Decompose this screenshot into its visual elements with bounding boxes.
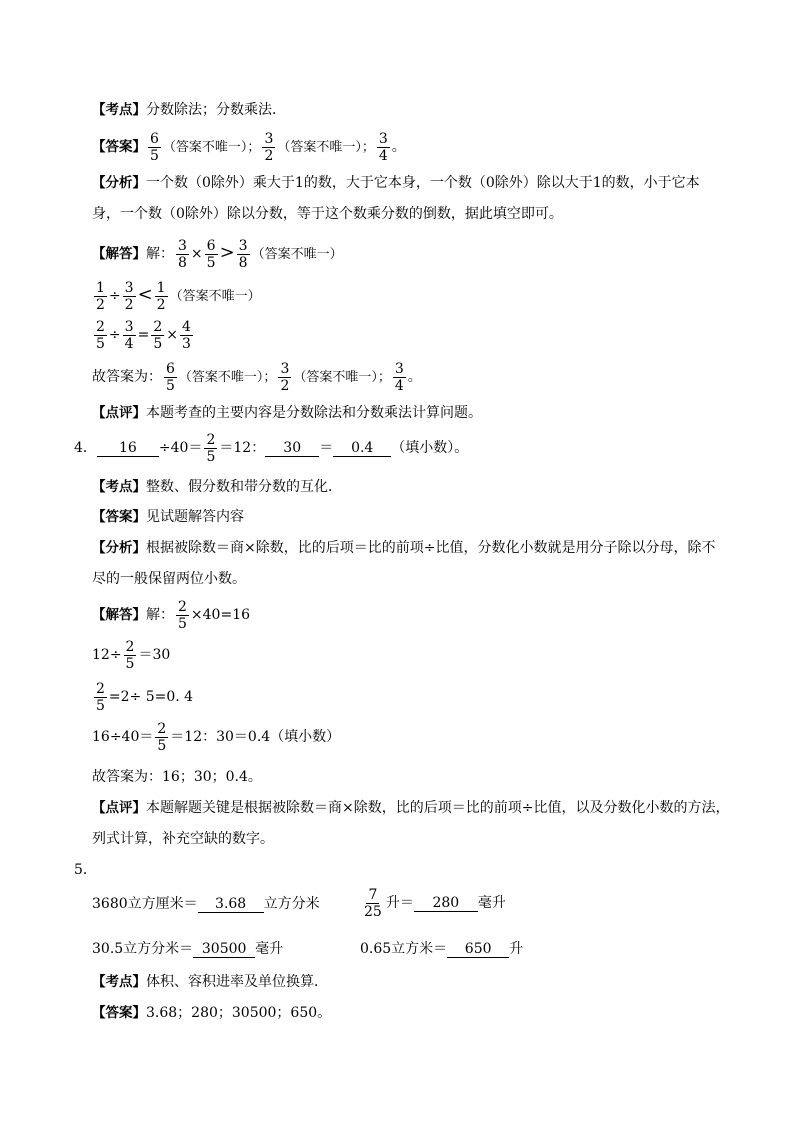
q3-dianping: 【点评】本题考查的主要内容是分数除法和分数乘法计算问题。 xyxy=(92,405,482,421)
fenxi-tag: 【分析】 xyxy=(92,175,146,191)
fraction: $\frac{6}{5}$ xyxy=(150,130,159,164)
dianping-tag: 【点评】 xyxy=(92,405,146,421)
q4-final: 故答案为：16；30；0.4。 xyxy=(92,769,262,785)
jieda-tag: 【解答】 xyxy=(92,246,146,262)
q4-stem: 4． 16 ÷40＝ $\frac{2}{5}$ ＝12： 30 ＝ 0.4 （填小数）。 xyxy=(74,431,469,465)
q4-step2: 12÷ $\frac{2}{5}$ ＝30 xyxy=(92,638,171,672)
fraction: $\frac{3}{2}$ xyxy=(264,130,274,164)
answer-blank: 650 xyxy=(447,941,509,958)
q3-kaodian: 【考点】分数除法；分数乘法． xyxy=(92,102,286,118)
q5-item-a: 3680立方厘米＝ 3.68 立方分米 xyxy=(92,896,320,912)
q3-jieda: 【解答】解： $\frac{3}{8}$ × $\frac{6}{5}$ > $\frac{3}{8}$ （答案不唯一） xyxy=(92,237,343,271)
q5-daan: 【答案】3.68；280；30500；650。 xyxy=(92,1005,332,1021)
q5-item-b: $\frac{7}{25}$ 升＝ 280 毫升 xyxy=(364,886,506,920)
answer-blank: 0.4 xyxy=(333,440,391,457)
answer-blank: 30 xyxy=(265,440,319,457)
answer-blank: 16 xyxy=(97,440,159,457)
q5-number: 5． xyxy=(74,862,97,878)
q4-daan: 【答案】见试题解答内容 xyxy=(92,509,244,525)
answer-blank: 280 xyxy=(414,895,478,912)
q3-final: 故答案为： $\frac{6}{5}$ （答案不唯一）； $\frac{3}{2}$ （答案不唯一）； $\frac{3}{4}$ 。 xyxy=(92,360,422,394)
q4-step4: 16÷40＝ $\frac{2}{5}$ ＝12：30＝0.4（填小数） xyxy=(92,720,341,754)
q3-eq3: $\frac{2}{5}$ ÷ $\frac{3}{4}$ = $\frac{2}{5}$ × $\frac{4}{3}$ xyxy=(96,318,191,352)
daan-tag: 【答案】 xyxy=(92,139,146,155)
q3-fenxi-2: 身，一个数（0除外）除以分数，等于这个数乘分数的倒数，据此填空即可。 xyxy=(92,206,563,222)
answer-blank: 30500 xyxy=(193,941,255,958)
fraction: $\frac{3}{4}$ xyxy=(378,130,388,164)
q4-fenxi-2: 尽的一般保留两位小数。 xyxy=(92,571,246,587)
q5-item-d: 0.65立方米＝ 650 升 xyxy=(360,941,524,957)
q5-item-c: 30.5立方分米＝ 30500 毫升 xyxy=(92,941,284,957)
q3-fenxi-1: 【分析】一个数（0除外）乘大于1的数，大于它本身，一个数（0除外）除以大于1的数，小于它本 xyxy=(92,175,700,191)
q4-jieda: 【解答】解： $\frac{2}{5}$ ×40=16 xyxy=(92,598,251,632)
q4-step3: $\frac{2}{5}$ =2÷ 5=0. 4 xyxy=(96,680,194,714)
q5-kaodian: 【考点】体积、容积进率及单位换算． xyxy=(92,974,328,990)
answer-blank: 3.68 xyxy=(198,896,264,913)
q3-answer: 【答案】 $\frac{6}{5}$ （答案不唯一）； $\frac{3}{2}$ （答案不唯一）； $\frac{3}{4}$ 。 xyxy=(92,130,406,164)
q4-fenxi-1: 【分析】根据被除数＝商×除数，比的后项＝比的前项÷比值，分数化小数就是用分子除以分母，除不 xyxy=(92,540,716,556)
q4-dianping-1: 【点评】本题解题关键是根据被除数＝商×除数，比的后项＝比的前项÷比值，以及分数化小数的方法， xyxy=(92,800,730,816)
q4-kaodian: 【考点】整数、假分数和带分数的互化． xyxy=(92,479,342,495)
q3-eq2: $\frac{1}{2}$ ÷ $\frac{3}{2}$ < $\frac{1}{2}$ （答案不唯一） xyxy=(96,279,261,313)
q4-dianping-2: 列式计算，补充空缺的数字。 xyxy=(92,831,274,847)
kaodian-tag: 【考点】 xyxy=(92,102,146,118)
